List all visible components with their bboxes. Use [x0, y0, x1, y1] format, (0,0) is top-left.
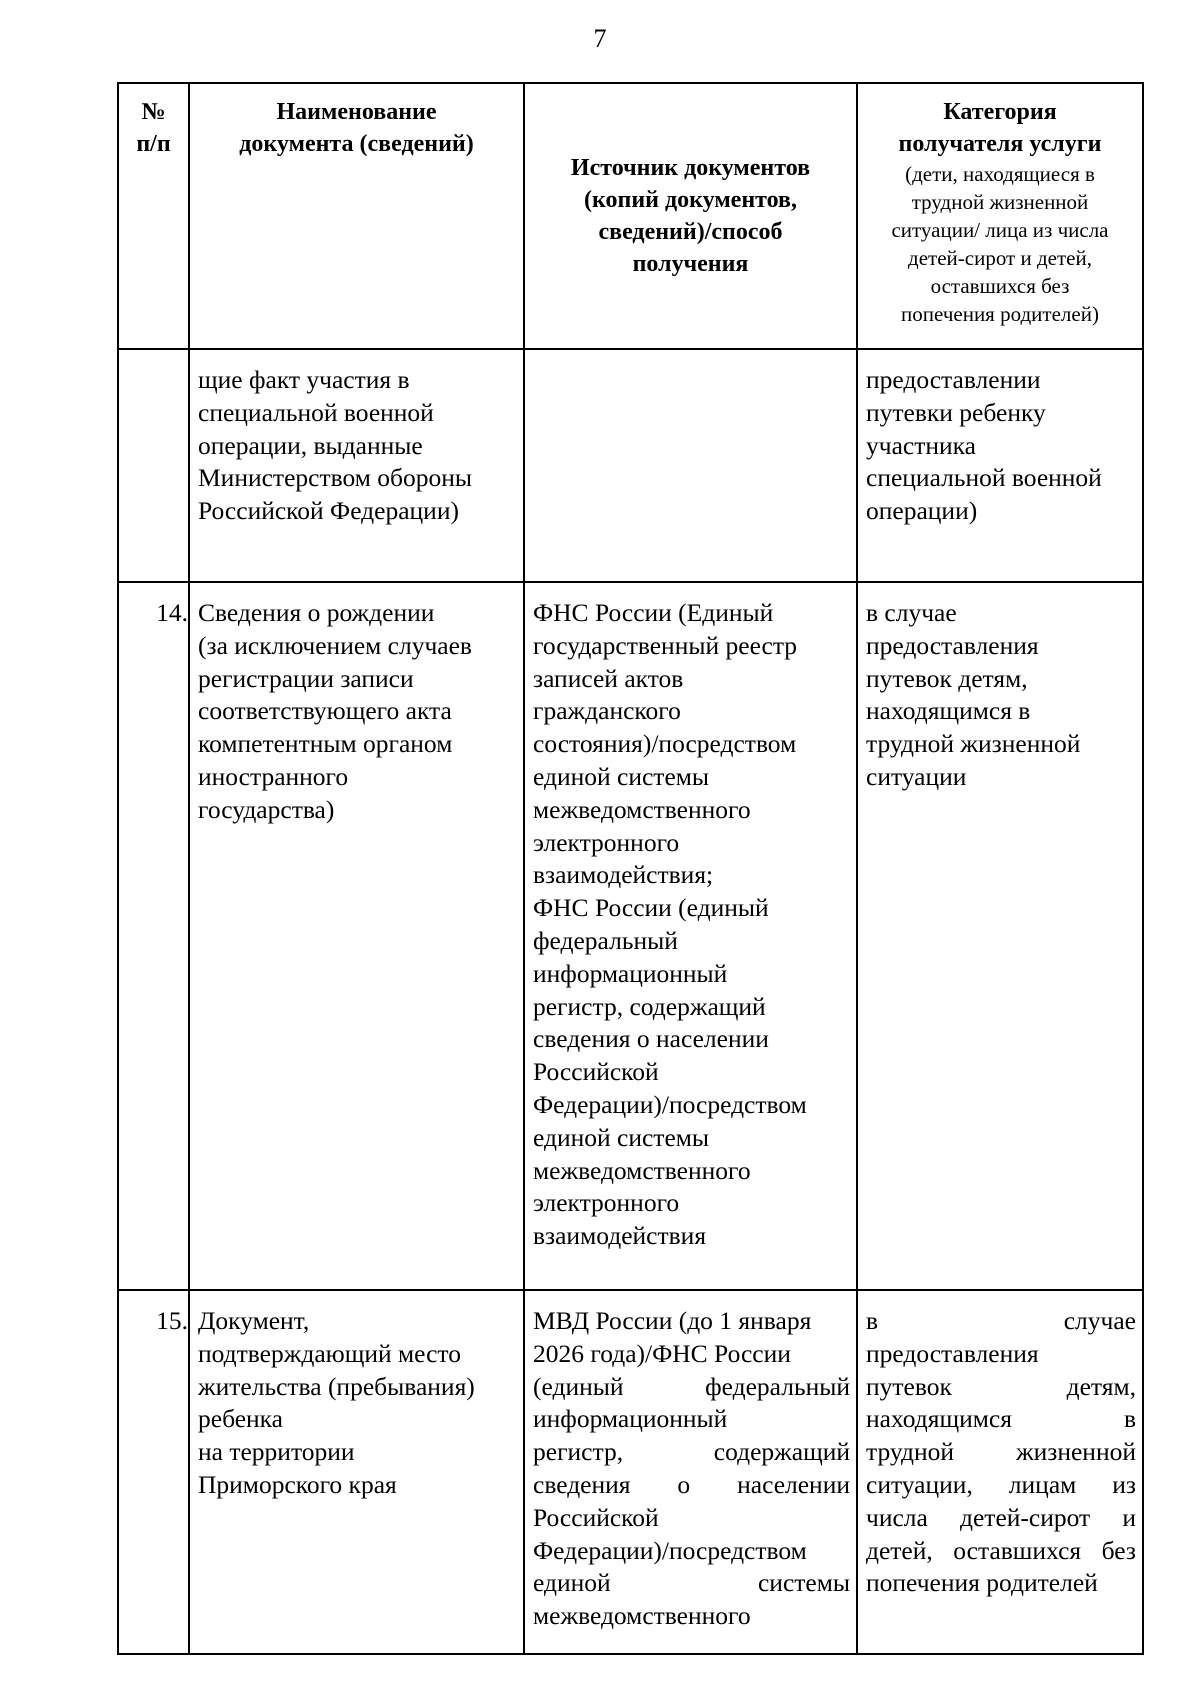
header-category-subtitle: ситуации/ лица из числа [891, 218, 1109, 242]
text-line: ребенка [198, 1404, 283, 1434]
text-line: Министерством обороны [198, 463, 473, 493]
text-line: ситуации, лицам из [866, 1469, 1136, 1499]
row-number-cell [118, 349, 189, 582]
text-line: компетентным органом [198, 729, 453, 759]
text-line: соответствующего акта [198, 696, 452, 726]
text-line: операции, выданные [198, 430, 423, 460]
category-cell [857, 582, 1143, 1290]
text-line: электронного [533, 827, 680, 857]
text-line: предоставления [866, 630, 1039, 660]
header-name-line: Наименование [276, 99, 437, 125]
header-source-line: Источник документов [570, 155, 811, 181]
text-line: предоставлении [866, 365, 1041, 394]
category-cell [857, 349, 1143, 582]
text-line: (за исключением случаев [198, 630, 472, 660]
header-category-subtitle: детей-сирот и детей, [908, 246, 1092, 270]
text-line: ФНС России (единый [533, 893, 769, 923]
text-line: путевок детям, [866, 663, 1028, 693]
text-line: Федерации)/посредством [533, 1089, 807, 1119]
header-source-cell [524, 83, 857, 349]
text-line: находящимся в [866, 1404, 1136, 1434]
table-header-row [118, 83, 1143, 349]
document-name-cell [189, 349, 524, 582]
text-line: Российской [533, 1057, 659, 1087]
text-line: федеральный [533, 925, 678, 955]
text-line: электронного [533, 1188, 680, 1218]
text-line: единой системы [533, 1568, 850, 1598]
text-line: подтверждающий место [198, 1338, 461, 1368]
header-source-line: (копий документов, [584, 187, 797, 213]
document-name-cell [189, 582, 524, 1290]
text-line: находящимся в [866, 696, 1031, 726]
table-row [118, 1290, 1143, 1654]
text-line: взаимодействия [533, 1221, 707, 1251]
text-line: сведения о населении [533, 1469, 850, 1499]
text-line: состояния)/посредством [533, 729, 797, 759]
text-line: межведомственного [533, 1155, 751, 1185]
text-line: трудной жизненной [866, 1437, 1136, 1467]
header-name-line: документа (сведений) [239, 131, 474, 157]
text-line: записей актов [533, 663, 684, 693]
text-line: в случае [866, 598, 957, 627]
text-line: государства) [198, 794, 335, 824]
header-name-cell [189, 83, 524, 349]
text-line: ситуации [866, 761, 967, 791]
text-line: регистр, содержащий [533, 991, 766, 1021]
text-line: 2026 года)/ФНС России [533, 1338, 791, 1368]
text-line: межведомственного [533, 1601, 751, 1631]
source-cell [524, 1290, 857, 1654]
header-number-line: № [141, 99, 166, 125]
text-line: единой системы [533, 761, 710, 791]
page-number: 7 [593, 24, 607, 53]
text-line: МВД России (до 1 января [533, 1306, 812, 1335]
text-line: единой системы [533, 1122, 710, 1152]
header-source-line: сведений)/способ [598, 219, 783, 245]
text-line: трудной жизненной [866, 729, 1081, 759]
header-number-line: п/п [136, 131, 171, 157]
header-source-line: получения [632, 251, 749, 277]
text-line: детей, оставшихся без [866, 1535, 1136, 1565]
text-line: предоставления [866, 1338, 1039, 1368]
header-category-subtitle: попечения родителей) [901, 302, 1099, 326]
header-number-cell [118, 83, 189, 349]
source-cell [524, 582, 857, 1290]
text-line: специальной военной [198, 397, 434, 427]
text-line: сведения о населении [533, 1024, 769, 1054]
text-line: регистрации записи [198, 663, 414, 693]
text-line: Документ, [198, 1306, 310, 1335]
table-row [118, 349, 1143, 582]
header-category-subtitle: трудной жизненной [911, 190, 1089, 214]
text-line: иностранного [198, 761, 349, 791]
text-line: регистр, содержащий [533, 1437, 850, 1467]
text-line: Российской [533, 1502, 659, 1532]
text-line: Российской Федерации) [198, 496, 459, 526]
text-line: щие факт участия в [198, 365, 410, 394]
row-number-cell: 14. [118, 582, 189, 1290]
header-category-cell [857, 83, 1143, 349]
text-line: путевок детям, [866, 1371, 1136, 1401]
text-line: Федерации)/посредством [533, 1535, 807, 1565]
text-line: взаимодействия; [533, 860, 714, 890]
text-line: на территории [198, 1437, 355, 1467]
document-name-cell [189, 1290, 524, 1654]
source-cell [524, 349, 857, 582]
header-category-subtitle: (дети, находящиеся в [905, 162, 1095, 186]
text-line: Сведения о рождении [198, 598, 435, 627]
text-line: числа детей-сирот и [866, 1502, 1136, 1532]
row-number-cell: 15. [118, 1290, 189, 1654]
text-line: жительства (пребывания) [198, 1371, 475, 1401]
text-line: информационный [533, 1404, 728, 1434]
text-line: межведомственного [533, 794, 751, 824]
documents-table [117, 82, 1144, 1655]
category-cell [857, 1290, 1143, 1654]
header-category-title: Категория [943, 99, 1057, 125]
text-line: участника [866, 430, 976, 460]
text-line: попечения родителей [866, 1568, 1098, 1598]
text-line: специальной военной [866, 463, 1102, 493]
text-line: государственный реестр [533, 630, 798, 660]
text-line: путевки ребенку [866, 397, 1046, 427]
text-line: Приморского края [198, 1469, 397, 1499]
header-category-title: получателя услуги [898, 131, 1102, 157]
table-row [118, 582, 1143, 1290]
text-line: информационный [533, 958, 728, 988]
text-line: ФНС России (Единый [533, 598, 774, 627]
text-line: гражданского [533, 696, 681, 726]
text-line: (единый федеральный [533, 1371, 850, 1401]
text-line: в случае [866, 1306, 1136, 1335]
text-line: операции) [866, 496, 978, 526]
header-category-subtitle: оставшихся без [930, 274, 1070, 298]
